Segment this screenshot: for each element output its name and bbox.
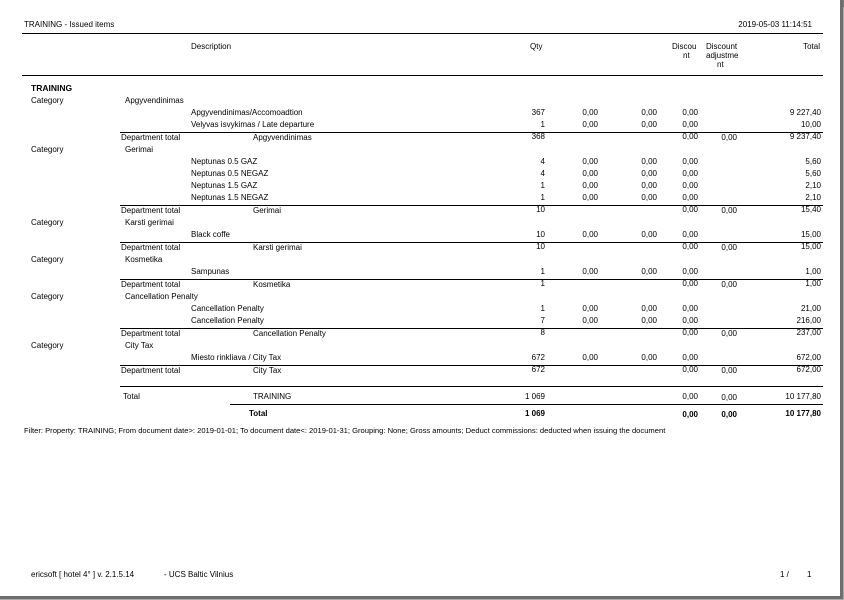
item-description: Neptunas 0.5 NEGAZ <box>191 169 269 178</box>
item-total: 21,00 <box>800 304 821 313</box>
item-qty: 672 <box>531 353 545 362</box>
category-label: Category <box>31 96 64 105</box>
item-description: Neptunas 1.5 GAZ <box>191 181 258 190</box>
item-discount: 0,00 <box>682 316 698 325</box>
department-total: 15,40 <box>800 205 821 214</box>
grand-total-discount: 0,00 <box>682 410 698 419</box>
col-adjust-3: nt <box>717 60 724 69</box>
item-total: 5,60 <box>805 157 821 166</box>
department-total-label: Department total <box>121 280 181 289</box>
item-col1: 0,00 <box>582 353 598 362</box>
group-total-adjustment: 0,00 <box>721 393 737 402</box>
item-qty: 1 <box>540 304 545 313</box>
item-col2: 0,00 <box>641 120 657 129</box>
group-total-label: Total <box>123 392 140 401</box>
item-qty: 1 <box>540 120 545 129</box>
col-total: Total <box>803 42 820 51</box>
report-datetime: 2019-05-03 11:14:51 <box>738 20 812 29</box>
item-col1: 0,00 <box>582 230 598 239</box>
group-total-qty: 1 069 <box>524 392 545 401</box>
item-description: Cancellation Penalty <box>191 316 264 325</box>
department-adjustment: 0,00 <box>721 280 737 289</box>
department-qty: 8 <box>540 328 545 337</box>
department-discount: 0,00 <box>682 365 698 374</box>
item-col1: 0,00 <box>582 316 598 325</box>
item-qty: 10 <box>536 230 545 239</box>
grand-total-rule <box>230 404 823 405</box>
item-col2: 0,00 <box>641 353 657 362</box>
page-total: 1 <box>807 570 812 579</box>
item-col2: 0,00 <box>641 304 657 313</box>
category-name: City Tax <box>125 341 154 350</box>
item-col1: 0,00 <box>582 108 598 117</box>
col-description: Description <box>191 42 232 51</box>
item-total: 10,00 <box>800 120 821 129</box>
item-total: 9 227,40 <box>789 108 821 117</box>
item-discount: 0,00 <box>682 304 698 313</box>
item-description: Black coffe <box>191 230 230 239</box>
category-name: Kosmetika <box>125 255 163 264</box>
item-description: Neptunas 1.5 NEGAZ <box>191 193 269 202</box>
group-total-discount: 0,00 <box>682 392 698 401</box>
department-total: 15,00 <box>800 242 821 251</box>
item-col1: 0,00 <box>582 157 598 166</box>
department-discount: 0,00 <box>682 132 698 141</box>
department-name: Cancellation Penalty <box>253 329 326 338</box>
department-discount: 0,00 <box>682 328 698 337</box>
item-total: 1,00 <box>805 267 821 276</box>
item-description: Cancellation Penalty <box>191 304 264 313</box>
department-discount: 0,00 <box>682 242 698 251</box>
department-qty: 10 <box>536 242 545 251</box>
category-label: Category <box>31 292 64 301</box>
item-total: 216,00 <box>796 316 821 325</box>
department-name: Apgyvendinimas <box>253 133 312 142</box>
group-total-rule-top <box>120 386 823 387</box>
col-adjust-1: Discount <box>706 42 738 51</box>
item-col2: 0,00 <box>641 181 657 190</box>
department-adjustment: 0,00 <box>721 206 737 215</box>
category-label: Category <box>31 255 64 264</box>
item-col2: 0,00 <box>641 157 657 166</box>
item-description: Miesto rinkliava / City Tax <box>191 353 282 362</box>
department-total-label: Department total <box>121 133 181 142</box>
header-bottom-rule <box>22 75 823 76</box>
department-name: Karsti gerimai <box>253 243 302 252</box>
department-adjustment: 0,00 <box>721 243 737 252</box>
group-total-name: TRAINING <box>253 392 292 401</box>
department-total: 1,00 <box>805 279 821 288</box>
item-col2: 0,00 <box>641 316 657 325</box>
item-qty: 7 <box>540 316 545 325</box>
col-qty: Qty <box>530 42 543 51</box>
item-description: Neptunas 0.5 GAZ <box>191 157 258 166</box>
item-discount: 0,00 <box>682 108 698 117</box>
item-qty: 4 <box>540 157 545 166</box>
item-discount: 0,00 <box>682 267 698 276</box>
department-adjustment: 0,00 <box>721 366 737 375</box>
item-qty: 1 <box>540 193 545 202</box>
item-col1: 0,00 <box>582 267 598 276</box>
department-qty: 368 <box>531 132 545 141</box>
group-total-total: 10 177,80 <box>785 392 821 401</box>
item-col2: 0,00 <box>641 267 657 276</box>
item-discount: 0,00 <box>682 230 698 239</box>
department-total-label: Department total <box>121 243 181 252</box>
item-col1: 0,00 <box>582 304 598 313</box>
item-qty: 1 <box>540 181 545 190</box>
item-discount: 0,00 <box>682 169 698 178</box>
item-description: Apgyvendinimas/Accomoadtion <box>191 108 303 117</box>
department-total: 237,00 <box>796 328 821 337</box>
page-current: 1 / <box>780 570 789 579</box>
department-total-label: Department total <box>121 329 181 338</box>
item-description: Sampunas <box>191 267 230 276</box>
item-col1: 0,00 <box>582 181 598 190</box>
col-discount-1: Discou <box>672 42 697 51</box>
group-title: TRAINING <box>31 83 73 93</box>
department-discount: 0,00 <box>682 205 698 214</box>
item-qty: 1 <box>540 267 545 276</box>
company-name: - UCS Baltic Vilnius <box>164 570 234 579</box>
grand-total-label: Total <box>249 409 268 418</box>
grand-total-qty: 1 069 <box>524 409 545 418</box>
department-name: City Tax <box>253 366 282 375</box>
item-total: 2,10 <box>805 193 821 202</box>
item-discount: 0,00 <box>682 193 698 202</box>
col-discount-2: nt <box>683 51 690 60</box>
department-adjustment: 0,00 <box>721 133 737 142</box>
item-col1: 0,00 <box>582 193 598 202</box>
item-total: 15,00 <box>800 230 821 239</box>
item-discount: 0,00 <box>682 157 698 166</box>
item-col2: 0,00 <box>641 169 657 178</box>
department-qty: 10 <box>536 205 545 214</box>
item-description: Velyvas isvykimas / Late departure <box>191 120 315 129</box>
department-name: Gerimai <box>253 206 282 215</box>
item-discount: 0,00 <box>682 120 698 129</box>
department-total: 9 237,40 <box>789 132 821 141</box>
category-label: Category <box>31 341 64 350</box>
item-col2: 0,00 <box>641 193 657 202</box>
item-qty: 367 <box>531 108 545 117</box>
col-adjust-2: adjustme <box>706 51 739 60</box>
department-total: 672,00 <box>796 365 821 374</box>
header-top-rule <box>22 33 823 34</box>
department-total-label: Department total <box>121 206 181 215</box>
category-name: Gerimai <box>125 145 154 154</box>
item-col2: 0,00 <box>641 230 657 239</box>
item-col1: 0,00 <box>582 169 598 178</box>
category-name: Apgyvendinimas <box>125 96 184 105</box>
item-discount: 0,00 <box>682 181 698 190</box>
filter-text: Filter: Property: TRAINING; From document date>: 2019-01-01; To document date<: 2019-01-31; Grouping: None; Gross amounts; Deduct commissions: deducted when issuing the document <box>24 426 666 435</box>
department-total-label: Department total <box>121 366 181 375</box>
department-qty: 1 <box>540 279 545 288</box>
item-col1: 0,00 <box>582 120 598 129</box>
category-label: Category <box>31 145 64 154</box>
department-discount: 0,00 <box>682 279 698 288</box>
item-total: 5,60 <box>805 169 821 178</box>
category-label: Category <box>31 218 64 227</box>
category-name: Cancellation Penalty <box>125 292 198 301</box>
grand-total-total: 10 177,80 <box>785 409 821 418</box>
item-discount: 0,00 <box>682 353 698 362</box>
department-name: Kosmetika <box>253 280 291 289</box>
software-version: ericsoft [ hotel 4° ] v. 2.1.5.14 <box>31 570 135 579</box>
report-title: TRAINING - Issued items <box>24 20 115 29</box>
item-col2: 0,00 <box>641 108 657 117</box>
item-total: 672,00 <box>796 353 821 362</box>
item-total: 2,10 <box>805 181 821 190</box>
department-adjustment: 0,00 <box>721 329 737 338</box>
item-qty: 4 <box>540 169 545 178</box>
category-name: Karsti gerimai <box>125 218 174 227</box>
department-qty: 672 <box>531 365 545 374</box>
grand-total-adjustment: 0,00 <box>721 410 737 419</box>
